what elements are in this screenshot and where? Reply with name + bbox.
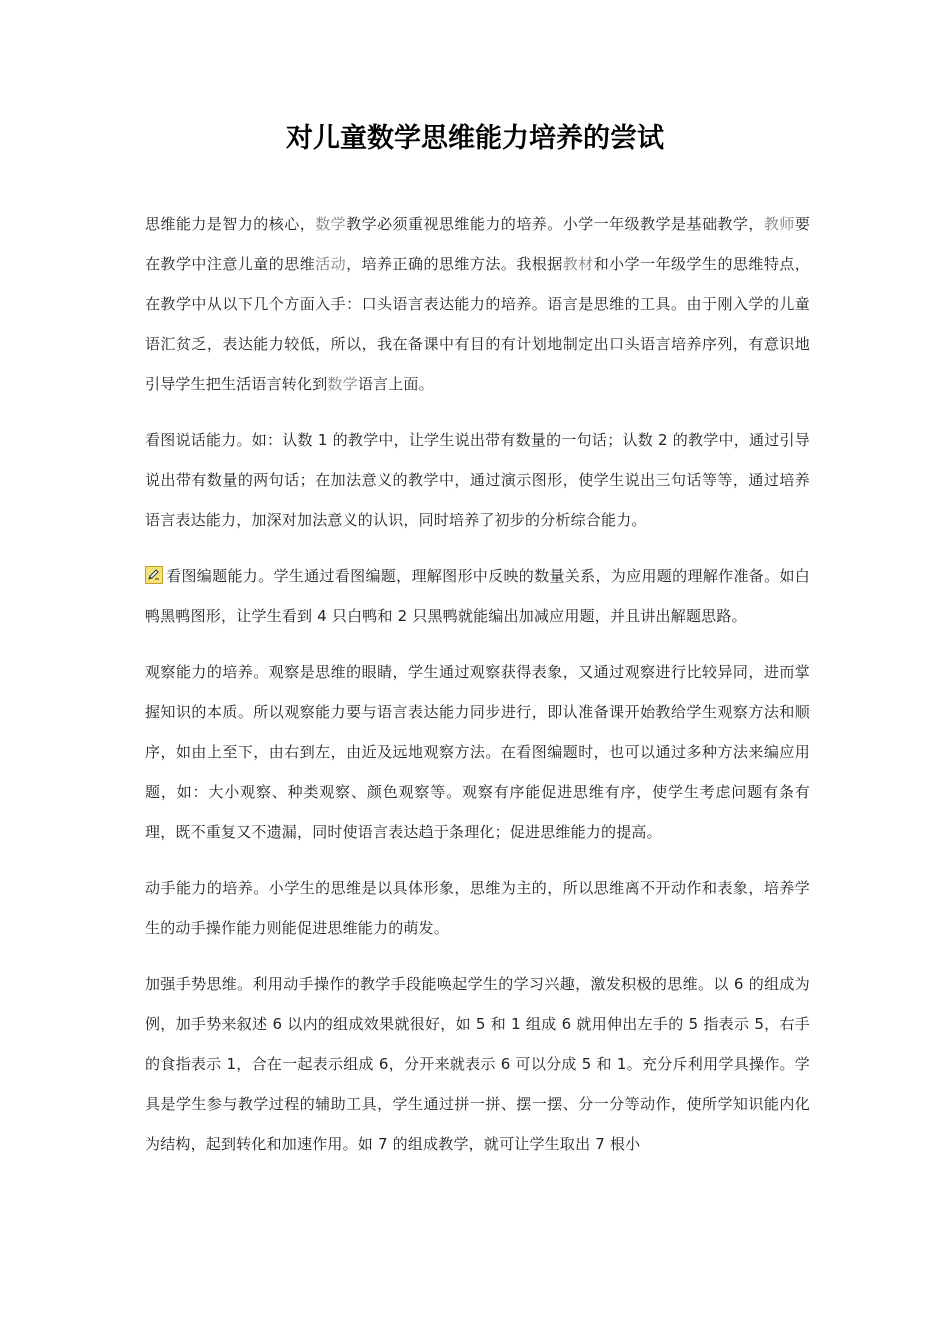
- document-body: [145, 204, 810, 1180]
- keyword-link[interactable]: 数学: [327, 375, 358, 393]
- paragraph-gesture: 加强手势思维。利用动手操作的教学手段能唤起学生的学习兴趣，激发积极的思维。以 6 的组成为例，加手势来叙述 6 以内的组成效果就很好，如 5 和 1 组成 6 就用伸出左手的 5 指表示 5，右手的食指表示 1，合在一起表示组成 6，分开来就表示 6 可以分成 5 和 1。充分斥利用学具操作。学具是学生参与教学过程的辅助工具，学生通过拼一拼、摆一摆、分一分等动作，使所学知识能内化为结构，起到转化和加速作用。如 7 的组成教学，就可让学生取出 7 根小: [145, 975, 810, 1153]
- text-run: ，培养正确的思维方法。我根据: [346, 255, 563, 273]
- paragraph-intro: [145, 204, 810, 404]
- paragraph-picture-talk: 看图说话能力。如：认数 1 的教学中，让学生说出带有数量的一句话；认数 2 的教学中，通过引导说出带有数量的两句话；在加法意义的教学中，通过演示图形，使学生说出三句话等等，通过培养语言表达能力，加深对加法意义的认识，同时培养了初步的分析综合能力。: [145, 431, 810, 529]
- keyword-link[interactable]: 教材: [562, 255, 594, 273]
- text-run: 语言上面。: [357, 375, 434, 393]
- text-run: 和小学一年级学生的思维特点，在教学中从以下几个方面入手：口头语言表达能力的培养。语言是思维的工具。由于刚入学的儿童语汇贫乏，表达能力较低，所以，我在备课中有目的有计划地制定出口头语言培养序列，有意识地引导学生把生活语言转化到: [145, 255, 811, 393]
- text-run: 教学必须重视思维能力的培养。小学一年级教学是基础教学，: [346, 215, 764, 233]
- keyword-link[interactable]: 数学: [315, 215, 347, 233]
- document-title: 对儿童数学思维能力培养的尝试: [286, 123, 664, 154]
- keyword-link[interactable]: 教师: [763, 215, 795, 233]
- note-pencil-icon[interactable]: [145, 559, 163, 577]
- paragraph-picture-problem: [145, 556, 810, 636]
- text-run: 要在教学中注意儿童的思维: [145, 215, 811, 273]
- keyword-link[interactable]: 活动: [315, 255, 347, 273]
- paragraph-hands-on: 动手能力的培养。小学生的思维是以具体形象，思维为主的，所以思维离不开动作和表象，培养学生的动手操作能力则能促进思维能力的萌发。: [145, 879, 810, 937]
- paragraph-observation: 观察能力的培养。观察是思维的眼睛，学生通过观察获得表象，又通过观察进行比较异同，进而掌握知识的本质。所以观察能力要与语言表达能力同步进行，即认准备课开始教给学生观察方法和顺序，如由上至下，由右到左，由近及远地观察方法。在看图编题时，也可以通过多种方法来编应用题，如：大小观察、种类观察、颜色观察等。观察有序能促进思维有序，使学生考虑问题有条有理，既不重复又不遗漏，同时使语言表达趋于条理化；促进思维能力的提高。: [145, 663, 810, 841]
- text-run: 思维能力是智力的核心，: [145, 215, 316, 233]
- text-run: 看图编题能力。学生通过看图编题，理解图形中反映的数量关系，为应用题的理解作准备。如白鸭黑鸭图形，让学生看到 4 只白鸭和 2 只黑鸭就能编出加减应用题，并且讲出解题思路。: [145, 567, 810, 625]
